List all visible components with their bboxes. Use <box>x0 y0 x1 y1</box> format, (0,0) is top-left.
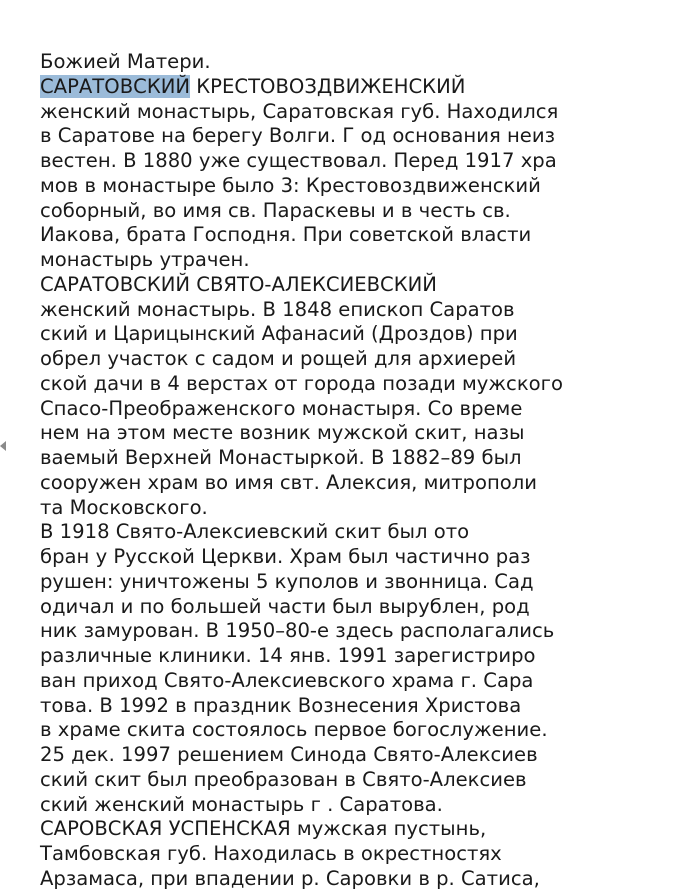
text-line: ван приход Свято-Алексиевского храма г. Сара <box>40 668 534 692</box>
text-line: това. В 1992 в праздник Вознесения Христова <box>40 693 522 717</box>
text-line: соборный, во имя св. Параскевы и в честь св. <box>40 198 511 222</box>
text-line: та Московского. <box>40 495 208 519</box>
text-line: мов в монастыре было 3: Крестовоздвиженский <box>40 173 541 197</box>
text-line: Тамбовская губ. Находилась в окрестностях <box>40 842 502 865</box>
entry-heading: САРАТОВСКИЙ СВЯТО-АЛЕКСИЕВСКИЙ <box>40 272 437 296</box>
text-line: ский и Царицынский Афанасий (Дроздов) при <box>40 322 518 346</box>
text-line: ский женский монастырь г . Саратова. <box>40 792 443 816</box>
heading-text: КРЕСТОВОЗДВИЖЕНСКИЙ <box>190 74 466 98</box>
text-line: рушен: уничтожены 5 куполов и звонница. Сад <box>40 569 534 593</box>
text-line: В 1918 Свято-Алексиевский скит был ото <box>40 520 470 544</box>
text-line: женский монастырь, Саратовская губ. Находился <box>40 99 559 123</box>
text-line: ник замурован. В 1950–80-е здесь располагались <box>40 619 555 643</box>
text-line: обрел участок с садом и рощей для архиерей <box>40 347 517 370</box>
text-line: Спасо-Преображенского монастыря. Со време <box>40 396 523 420</box>
selected-text[interactable]: САРАТОВСКИЙ <box>40 74 191 98</box>
text-line: монастырь утрачен. <box>40 248 250 271</box>
document-body[interactable] <box>40 50 690 892</box>
text-line: сооружен храм во имя свт. Алексия, митрополи <box>40 470 538 494</box>
entry-heading: САРОВСКАЯ УСПЕНСКАЯ мужская пустынь, <box>40 817 487 841</box>
text-line: в храме скита состоялось первое богослужение. <box>40 718 548 742</box>
text-line: Божией Матери. <box>40 50 211 73</box>
text-line: 25 дек. 1997 решением Синода Свято-Алексиев <box>40 743 538 766</box>
text-line: вестен. В 1880 уже существовал. Перед 1917 хра <box>40 149 557 172</box>
text-line: различные клиники. 14 янв. 1991 зарегистриро <box>40 644 536 667</box>
text-line: женский монастырь. В 1848 епископ Саратов <box>40 297 515 321</box>
left-arrow-icon[interactable] <box>0 441 6 451</box>
text-line: ваемый Верхней Монастыркой. В 1882–89 был <box>40 446 522 469</box>
text-line: Иакова, брата Господня. При советской власти <box>40 223 532 247</box>
text-line: одичал и по большей части был вырублен, род <box>40 594 530 618</box>
text-line: ской дачи в 4 верстах от города позади мужского <box>40 371 563 395</box>
text-line: нем на этом месте возник мужской скит, назы <box>40 421 525 445</box>
text-line: бран у Русской Церкви. Храм был частично раз <box>40 545 531 568</box>
text-line: ский скит был преобразован в Свято-Алексиев <box>40 767 527 791</box>
text-line: в Саратове на берегу Волги. Г од основания неиз <box>40 124 556 148</box>
heading-line-selected <box>40 75 690 100</box>
text-line: Арзамаса, при впадении р. Саровки в р. Сатиса, <box>40 866 540 890</box>
